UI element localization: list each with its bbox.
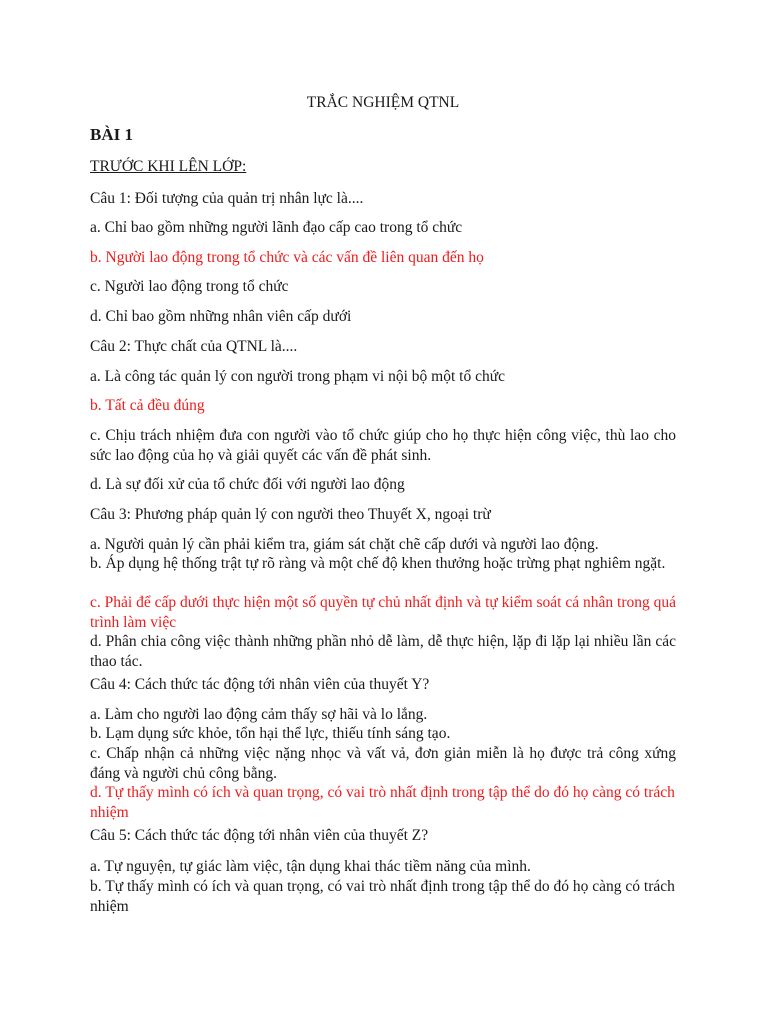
q3-option-d: d. Phân chia công việc thành những phần nhỏ dễ làm, dễ thực hiện, lặp đi lặp lại nhiều lần các thao tác. (90, 633, 676, 670)
q4-option-d-correct: d. Tự thấy mình có ích và quan trọng, có vai trò nhất định trong tập thể do đó họ càng có trách nhiệm (90, 784, 675, 821)
q3-option-c-correct: c. Phải để cấp dưới thực hiện một số quyền tự chủ nhất định và tự kiểm soát cá nhân trong quá trình làm việc (90, 594, 676, 631)
question-5: Câu 5: Cách thức tác động tới nhân viên của thuyết Z? (90, 827, 429, 844)
q5-option-b: b. Tự thấy mình có ích và quan trọng, có vai trò nhất định trong tập thể do đó họ càng có trách nhiệm (90, 878, 675, 915)
document-title: TRẮC NGHIỆM QTNL (306, 94, 460, 111)
q1-option-a: a. Chỉ bao gồm những người lãnh đạo cấp cao trong tổ chức (90, 219, 463, 236)
q1-option-d: d. Chỉ bao gồm những nhân viên cấp dưới (90, 308, 352, 325)
q2-option-a: a. Là công tác quản lý con người trong phạm vi nội bộ một tổ chức (90, 368, 505, 385)
question-2: Câu 2: Thực chất của QTNL là.... (90, 338, 298, 355)
section-heading: TRƯỚC KHI LÊN LỚP: (90, 158, 247, 175)
q2-option-d: d. Là sự đối xử của tổ chức đối với người lao động (90, 476, 405, 493)
question-4: Câu 4: Cách thức tác động tới nhân viên của thuyết Y? (90, 676, 430, 693)
q2-option-c: c. Chịu trách nhiệm đưa con người vào tổ chức giúp cho họ thực hiện công việc, thù lao cho sức lao động của họ và giải quyết các vấn đề phát sinh. (90, 427, 676, 464)
q1-option-c: c. Người lao động trong tổ chức (90, 278, 289, 295)
q1-option-b-correct: b. Người lao động trong tổ chức và các vấn đề liên quan đến họ (90, 249, 484, 266)
q3-option-a: a. Người quản lý cần phải kiểm tra, giám sát chặt chẽ cấp dưới và người lao động. (90, 536, 599, 553)
q4-option-c: c. Chấp nhận cả những việc nặng nhọc và vất vả, đơn giản miễn là họ được trả công xứng đáng và người chủ công bằng. (90, 745, 676, 782)
q2-option-b-correct: b. Tất cả đều đúng (90, 397, 205, 414)
q5-option-a: a. Tự nguyện, tự giác làm việc, tận dụng khai thác tiềm năng của mình. (90, 858, 531, 875)
question-1: Câu 1: Đối tượng của quản trị nhân lực là.... (90, 190, 364, 207)
lesson-heading: BÀI 1 (90, 125, 133, 144)
q4-option-a: a. Làm cho người lao động cảm thấy sợ hãi và lo lắng. (90, 706, 428, 723)
q4-option-b: b. Lạm dụng sức khỏe, tổn hại thể lực, thiếu tính sáng tạo. (90, 725, 451, 742)
q3-option-b: b. Áp dụng hệ thống trật tự rõ ràng và một chế độ khen thưởng hoặc trừng phạt nghiêm ngặt. (90, 555, 666, 572)
question-3: Câu 3: Phương pháp quản lý con người theo Thuyết X, ngoại trừ (90, 506, 491, 523)
